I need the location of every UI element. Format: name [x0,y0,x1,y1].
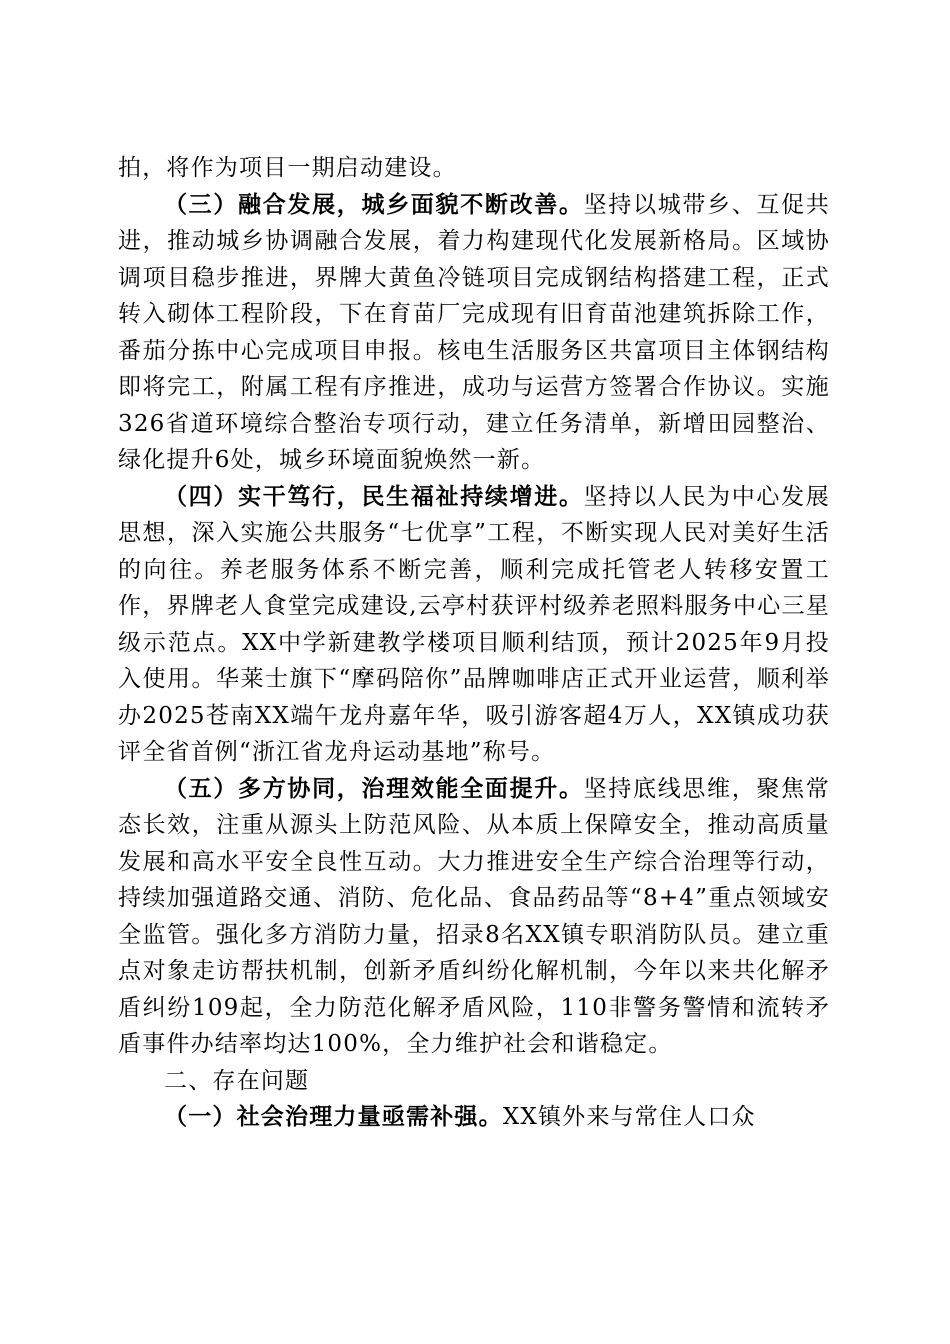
paragraph-problems [118,1099,830,1136]
paragraph-lead: （四）实干笃行，民生福祉持续增进。 [164,482,584,510]
paragraph-lead: （一）社会治理力量亟需补强。 [164,1103,503,1130]
paragraph-lead: （五）多方协同，治理效能全面提升。 [164,774,584,802]
paragraph-urban-rural [118,187,830,479]
paragraph-body: 坚持以人民为中心发展思想，深入实施公共服务“七优享”工程，不断实现人民对美好生活的向往。养老服务体系不断完善，顺利完成托管老人转移安置工作，界牌老人食堂完成建设,云亭村获评村级养老照料服务中心三星级示范点。XX中学新建教学楼项目顺利结顶，预计2025年9月投入使用。华莱士旗下“摩码陪你”品牌咖啡店正式开业运营，顺利举办2025苍南XX端午龙舟嘉年华，吸引游客超4万人，XX镇成功获评全省首例“浙江省龙舟运动基地”称号。 [118,483,830,765]
paragraph-livelihood [118,479,830,771]
document-body [118,150,830,1136]
paragraph-continuation [118,150,830,187]
paragraph-body: 拍，将作为项目一期启动建设。 [118,155,457,181]
paragraph-body: XX镇外来与常住人口众 [502,1104,756,1130]
section-heading: 二、存在问题 [164,1067,310,1094]
paragraph-body: 坚持以城带乡、互促共进，推动城乡协调融合发展，着力构建现代化发展新格局。区域协调项目稳步推进，界牌大黄鱼冷链项目完成钢结构搭建工程，正式转入砌体工程阶段，下在育苗厂完成现有旧育苗池建筑拆除工作，番茄分拣中心完成项目申报。核电生活服务区共富项目主体钢结构即将完工，附属工程有序推进，成功与运营方签署合作协议。实施326省道环境综合整治专项行动，建立任务清单，新增田园整治、绿化提升6处，城乡环境面貌焕然一新。 [118,191,830,473]
paragraph-body: 坚持底线思维，聚焦常态长效，注重从源头上防范风险、从本质上保障安全，推动高质量发展和高水平安全良性互动。大力推进安全生产综合治理等行动，持续加强道路交通、消防、危化品、食品药品等“8+4”重点领域安全监管。强化多方消防力量，招录8名XX镇专职消防队员。建立重点对象走访帮扶机制，创新矛盾纠纷化解机制，今年以来共化解矛盾纠纷109起，全力防范化解矛盾风险，110非警务警情和流转矛盾事件办结率均达100%，全力维护社会和谐稳定。 [118,775,830,1057]
paragraph-governance [118,771,830,1063]
paragraph-lead: （三）融合发展，城乡面貌不断改善。 [164,190,584,218]
